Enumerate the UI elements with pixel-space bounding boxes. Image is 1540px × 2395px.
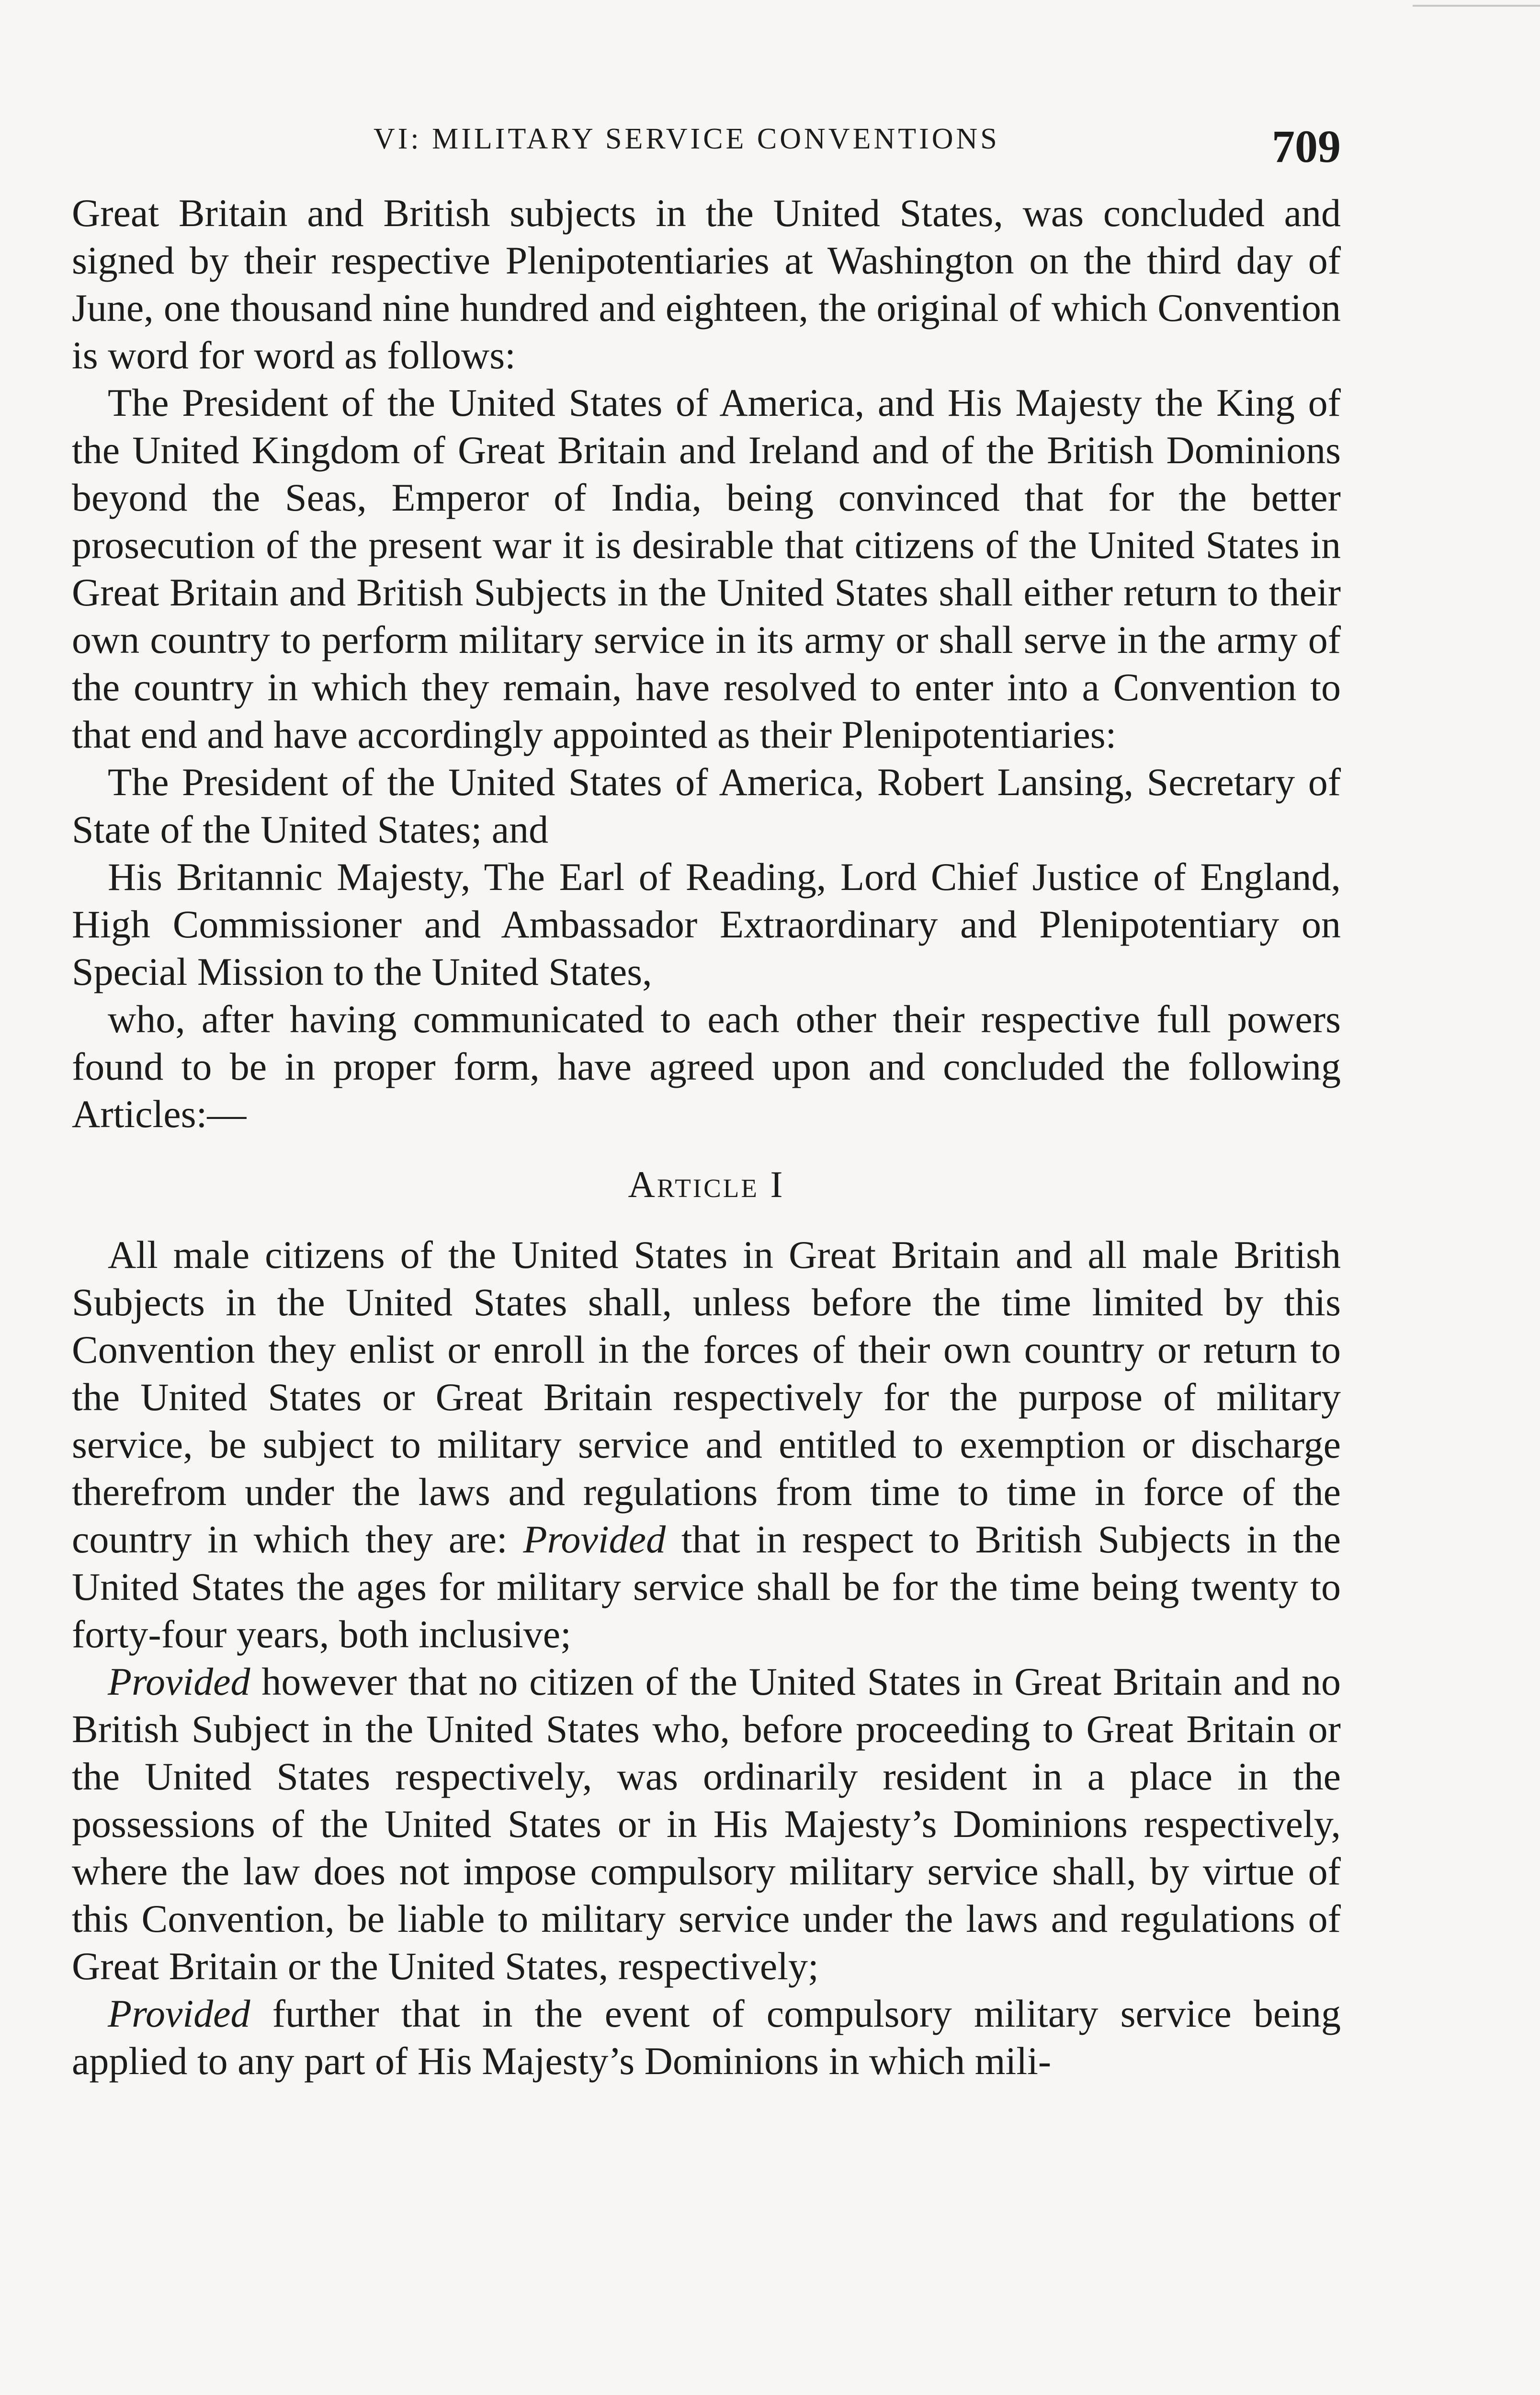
scan-edge-line	[1413, 5, 1540, 7]
paragraph-proviso-1	[72, 1658, 1341, 1990]
paragraph-agreement: who, after having communicated to each other their respective full powers found to be in proper form, have agreed upon and concluded the following Articles:—	[72, 997, 1341, 1136]
italic-proviso: Provided	[108, 1992, 250, 2035]
text-span: All male citizens of the United States in Great Britain and all male British Subjects in the United States shall, unless before the time limited by this Convention they enlist or enroll in the forces of their own country or return to the United States or Great Britain respectively for the purpose of military service, be subject to military service and entitled to exemption or discharge therefrom under the laws and regulations from time to time in force of the country in which they are:	[72, 1233, 1341, 1561]
text-span: further that in the event of compulsory military service being applied to any part of His Majesty’s Dominions in which mili-	[72, 1992, 1341, 2083]
page-header	[72, 122, 1341, 175]
text-span: that in respect to British Subjects in the United States the ages for military service shall be for the time being twenty to forty-four years, both inclusive;	[72, 1517, 1341, 1656]
paragraph-proviso-2	[72, 1990, 1341, 2085]
text-span: however that no citizen of the United States in Great Britain and no British Subject in the United States who, before proceeding to Great Britain or the United States respectively, was ordinarily resident in a place in the possessions of the United States or in His Majesty’s Dominions respectively, where the law does not impose compulsory military service shall, by virtue of this Convention, be liable to military service under the laws and regulations of Great Britain or the United States, respectively;	[72, 1660, 1341, 1988]
paragraph-preamble: The President of the United States of America, and His Majesty the King of the United Kingdom of Great Britain and Ireland and of the British Dominions beyond the Seas, Emperor of India, being convinced that for the better prosecution of the present war it is desirable that citizens of the United States in Great Britain and British Subjects in the United States shall either return to their own country to perform military service in its army or shall serve in the army of the country in which they remain, have resolved to enter into a Convention to that end and have accordingly appointed as their Plenipotentiaries:	[72, 381, 1341, 756]
italic-proviso: Provided	[108, 1660, 250, 1703]
page-number: 709	[1272, 121, 1341, 172]
running-head: VI: MILITARY SERVICE CONVENTIONS	[374, 123, 1000, 155]
italic-proviso: Provided	[523, 1517, 666, 1561]
paragraph-british-plenipotentiary: His Britannic Majesty, The Earl of Reading, Lord Chief Justice of England, High Commissioner and Ambassador Extraordinary and Plenipotentiary on Special Mission to the United States,	[72, 855, 1341, 993]
article-heading: Article I	[628, 1163, 785, 1205]
body-text	[72, 189, 1341, 2085]
paragraph-article-1-main	[72, 1231, 1341, 1658]
paragraph-continuation: Great Britain and British subjects in the United States, was concluded and signed by their respective Plenipotentiaries at Washington on the third day of June, one thousand nine hundred and eighteen, the original of which Convention is word for word as follows:	[72, 191, 1341, 377]
paragraph-us-plenipotentiary: The President of the United States of America, Robert Lansing, Secretary of State of the United States; and	[72, 760, 1341, 851]
